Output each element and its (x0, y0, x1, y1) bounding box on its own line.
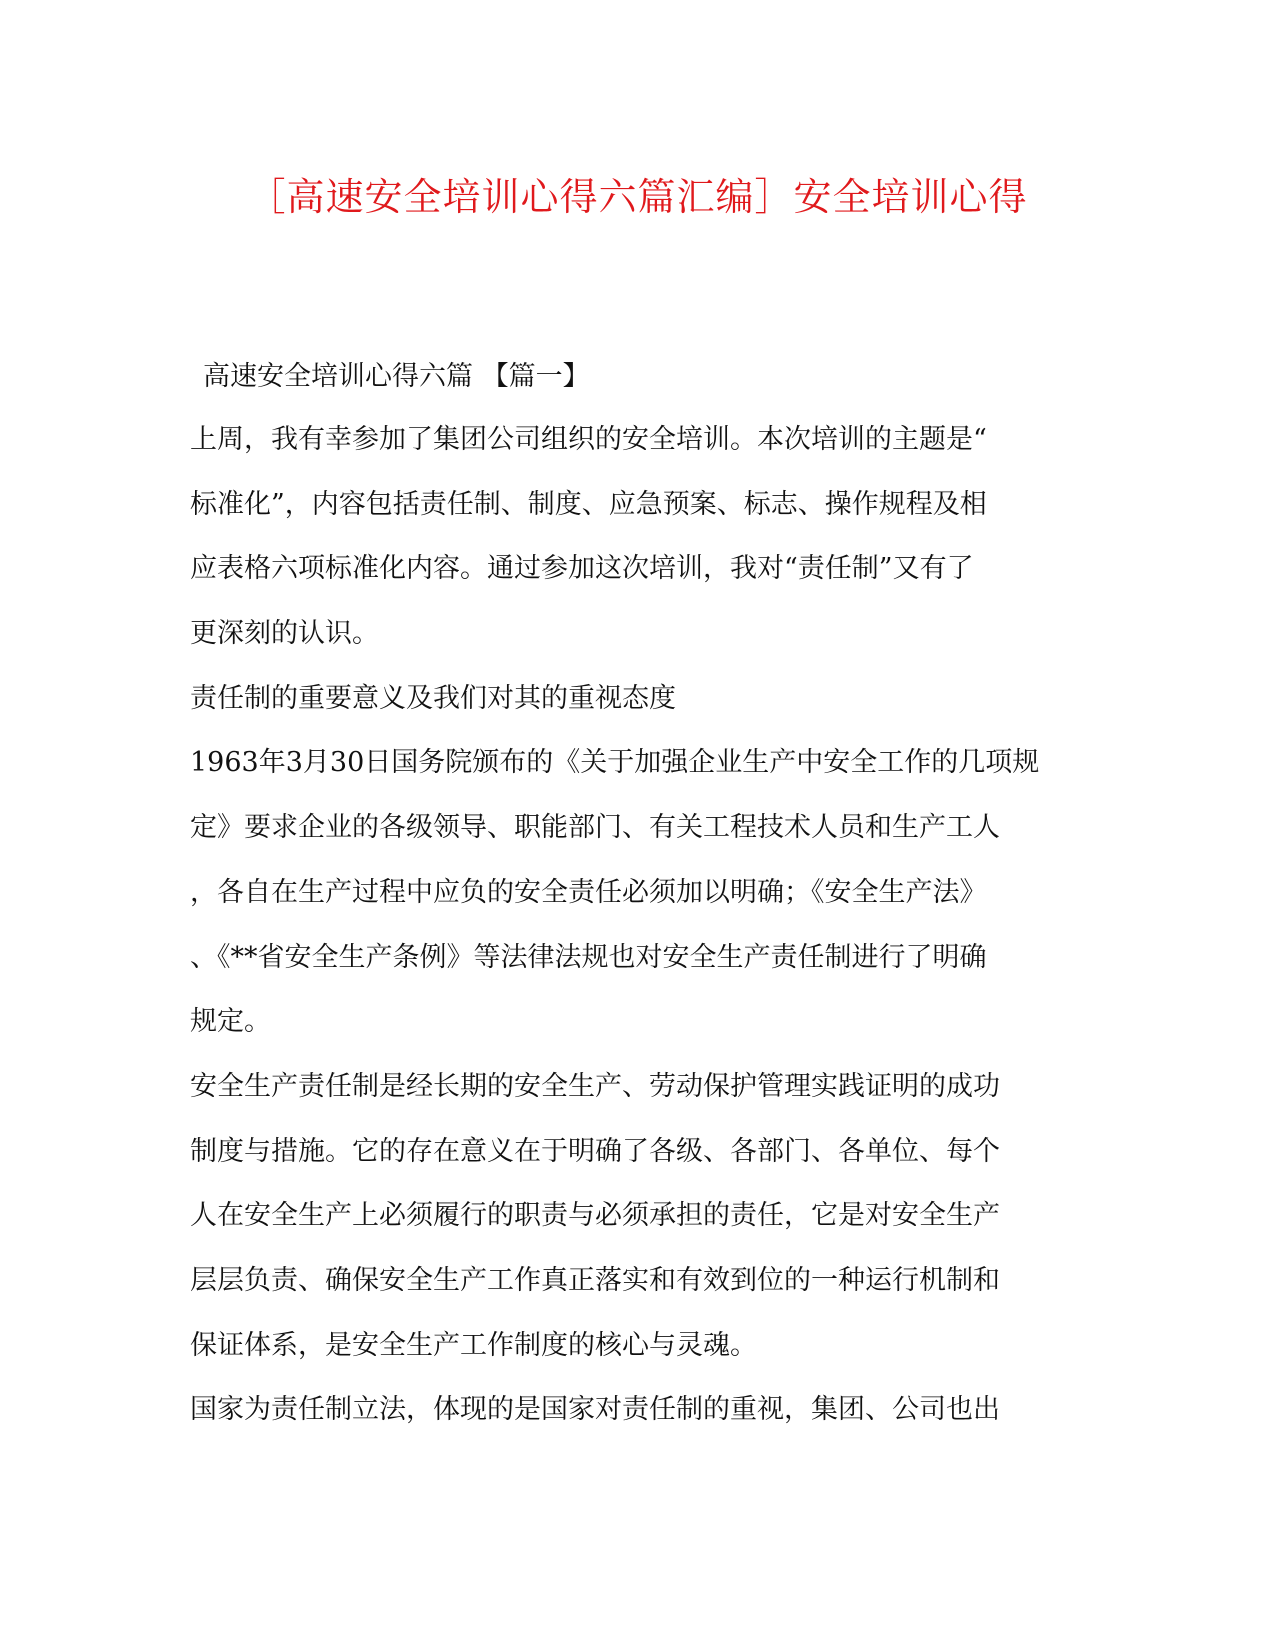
body-line: 更深刻的认识。 (190, 618, 379, 650)
body-line: 保证体系，是安全生产工作制度的核心与灵魂。 (190, 1329, 757, 1361)
body-line: 规定。 (190, 1006, 271, 1038)
body-line: 国家为责任制立法，体现的是国家对责任制的重视，集团、公司也出 (190, 1394, 1000, 1426)
body-line: 责任制的重要意义及我们对其的重视态度 (190, 682, 676, 714)
body-line: 上周，我有幸参加了集团公司组织的安全培训。本次培训的主题是“ (190, 424, 987, 455)
body-line: 应表格六项标准化内容。通过参加这次培训，我对“责任制”又有了 (190, 553, 974, 585)
document-body (190, 420, 1090, 1455)
body-line: 1963年3月30日国务院颁布的《关于加强企业生产中安全工作的几项规 (190, 747, 1040, 779)
body-line: 、《**省安全生产条例》等法律法规也对安全生产责任制进行了明确 (190, 941, 987, 973)
body-line: ，各自在生产过程中应负的安全责任必须加以明确；《安全生产法》 (190, 876, 987, 908)
document-title: ［高速安全培训心得六篇汇编］安全培训心得 (247, 175, 1028, 219)
body-line: 标准化”，内容包括责任制、制度、应急预案、标志、操作规程及相 (190, 488, 987, 520)
body-line: 层层负责、确保安全生产工作真正落实和有效到位的一种运行机制和 (190, 1264, 1000, 1296)
body-line: 人在安全生产上必须履行的职责与必须承担的责任，它是对安全生产 (190, 1200, 1000, 1232)
body-line: 制度与措施。它的存在意义在于明确了各级、各部门、各单位、每个 (190, 1135, 1000, 1167)
section-heading: 高速安全培训心得六篇 【篇一】 (203, 361, 590, 392)
body-line: 安全生产责任制是经长期的安全生产、劳动保护管理实践证明的成功 (190, 1070, 1000, 1102)
body-line: 定》要求企业的各级领导、职能部门、有关工程技术人员和生产工人 (190, 812, 1000, 844)
